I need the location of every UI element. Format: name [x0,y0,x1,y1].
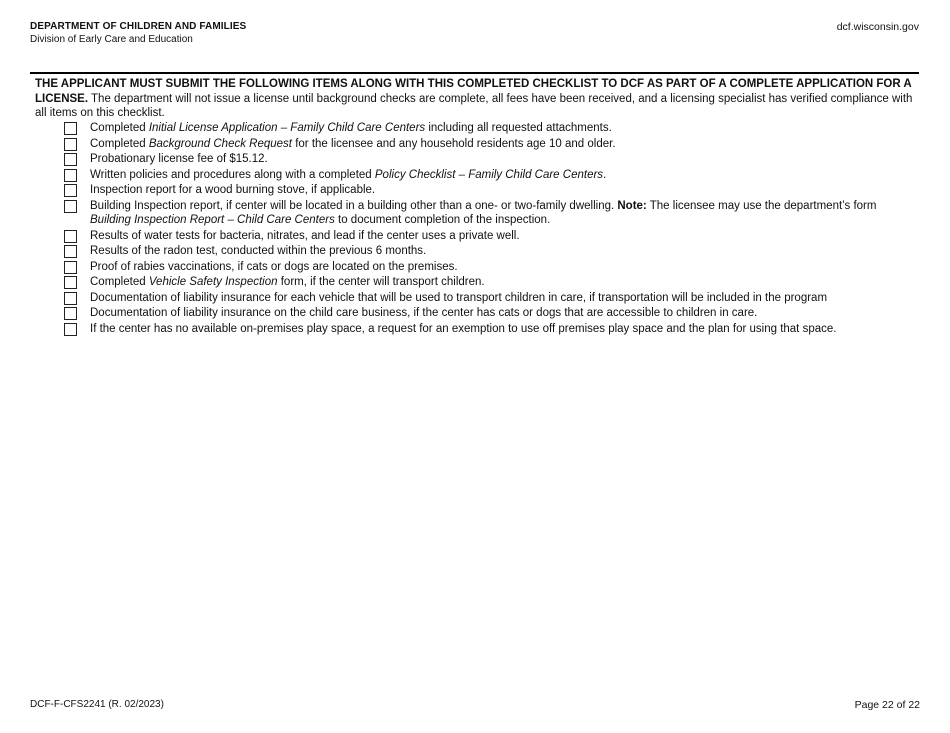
text-segment: Written policies and procedures along with a completed [90,168,375,181]
text-segment: The licensee may use the department’s form [646,199,877,212]
text-segment: Documentation of liability insurance for each vehicle that will be used to transport children in care, if transportation will be included in the program [90,291,828,304]
header-divider [30,72,919,74]
text-segment: for the licensee and any household residents age 10 and older. [292,137,616,150]
checklist-item-text [90,260,920,275]
form-title: Initial License Application – Family Child Care Centers [148,122,426,134]
text-segment: Proof of rabies vaccinations, if cats or dogs are located on the premises. [90,260,458,273]
checklist-item [64,152,920,167]
checklist-item-text [90,183,920,198]
checklist-item-text [90,229,920,244]
form-title: Policy Checklist – Family Child Care Centers [374,168,604,181]
checklist-item [64,244,920,259]
checklist-item [64,199,920,228]
checklist-item-text [90,306,920,321]
department-name: DEPARTMENT OF CHILDREN AND FAMILIES [30,21,247,32]
checklist-item [64,121,920,136]
instructions-text: The department will not issue a license until background checks are complete, all fees have been received, and a licensing specialist has verified compliance with all items on this checklist. [35,92,913,119]
text-segment: If the center has no available on-premises play space, a request for an exemption to use off premises play space and the plan for using that space. [90,322,837,335]
checklist-item [64,291,920,306]
note-label: Note: [617,199,647,212]
text-segment: Documentation of liability insurance on the child care business, if the center has cats or dogs that are accessible to children in care. [90,307,758,319]
checkbox[interactable] [64,184,77,197]
checkbox[interactable] [64,323,77,336]
checkbox[interactable] [64,245,77,258]
checkbox[interactable] [64,276,77,289]
checkbox[interactable] [64,292,77,305]
document-header [30,21,246,45]
text-segment: Probationary license fee of $15.12. [90,153,268,165]
checklist-item [64,260,920,275]
checkbox[interactable] [64,307,77,320]
text-segment: Results of the radon test, conducted within the previous 6 months. [90,245,427,257]
text-segment: form, if the center will transport children. [277,276,485,288]
text-segment: Building Inspection report, if center will be located in a building other than a one- or two-family dwelling. [90,199,618,212]
text-segment: Inspection report for a wood burning stove, if applicable. [90,184,376,196]
text-segment: Completed [90,137,149,150]
checklist-item-text [90,121,920,136]
checkbox[interactable] [64,169,77,182]
checkbox[interactable] [64,200,77,213]
checklist-item [64,229,920,244]
text-segment: to document completion of the inspection. [334,214,551,226]
instructions-bold: THE APPLICANT MUST SUBMIT THE FOLLOWING ITEMS ALONG WITH THIS COMPLETED CHECKLIST TO DCF AS PART OF A COMPLETE APPLICATION FOR A LICENSE. [35,78,912,105]
text-segment: Completed [90,122,149,134]
text-segment: Results of water tests for bacteria, nitrates, and lead if the center uses a private well. [90,229,520,242]
checkbox[interactable] [64,153,77,166]
website-url: dcf.wisconsin.gov [836,21,919,33]
checklist-item-text [90,168,920,183]
checklist-instructions [35,77,918,121]
form-number: DCF-F-CFS2241 (R. 02/2023) [30,699,164,710]
checklist-item-text [90,275,920,290]
checklist-item-text [90,152,920,167]
checkbox[interactable] [64,138,77,151]
form-title: Vehicle Safety Inspection [148,276,278,288]
division-name: Division of Early Care and Education [30,34,193,45]
checklist-item-text [90,137,920,152]
checklist-item [64,275,920,290]
checklist-item [64,306,920,321]
checkbox[interactable] [64,122,77,135]
checklist-item [64,183,920,198]
form-title: Background Check Request [148,137,293,150]
checklist-item-text [90,291,920,306]
checklist-item [64,137,920,152]
text-segment: . [603,168,607,181]
text-segment: including all requested attachments. [425,122,612,134]
text-segment: Completed [90,276,149,288]
checklist-item [64,168,920,183]
page-number: Page 22 of 22 [854,699,920,711]
checklist [64,121,920,337]
checklist-item-text [90,199,920,228]
checkbox[interactable] [64,261,77,274]
checklist-item-text [90,244,920,259]
form-title: Building Inspection Report – Child Care Centers [90,214,335,226]
checklist-item-text [90,322,920,337]
checklist-item [64,322,920,337]
checkbox[interactable] [64,230,77,243]
